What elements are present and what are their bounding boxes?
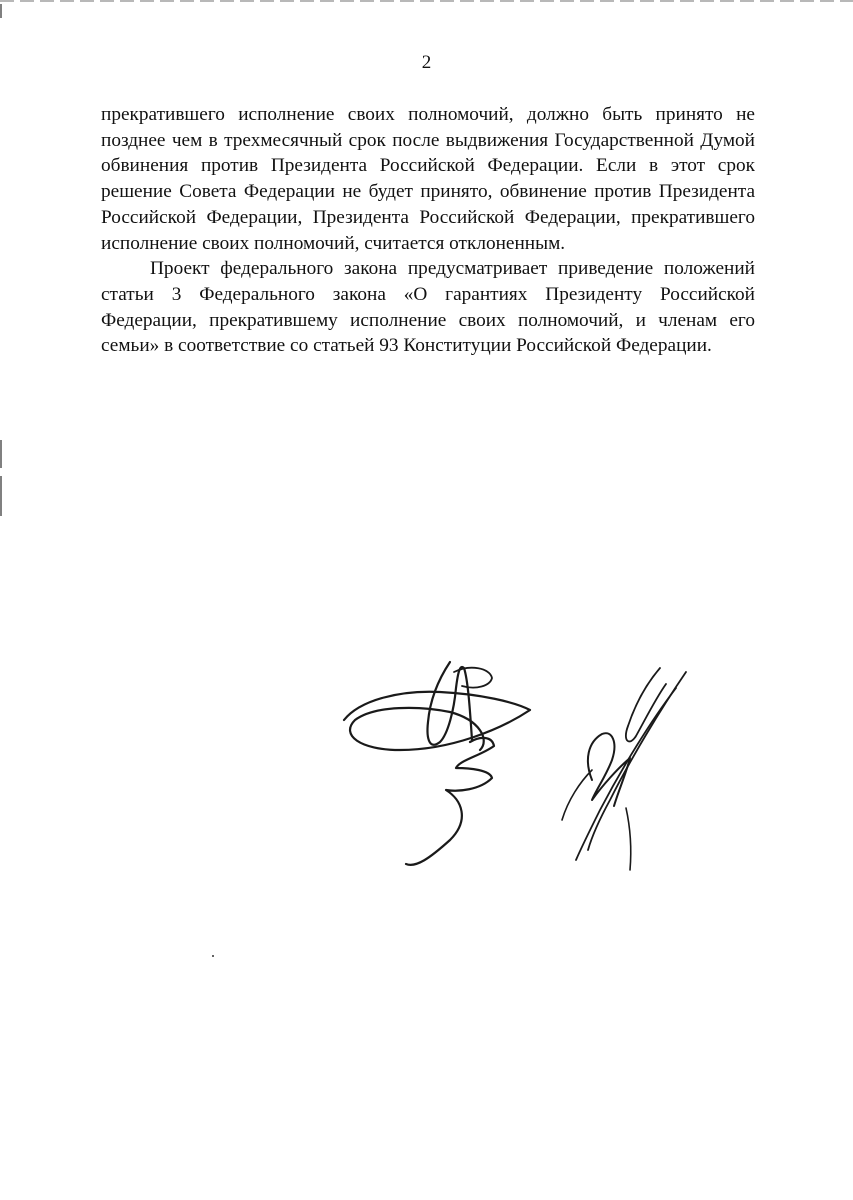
- signature-right: [588, 672, 686, 850]
- scan-edge-mark: [0, 440, 2, 468]
- signature-right: [562, 770, 592, 820]
- scan-speck: [212, 955, 214, 957]
- page-number: 2: [421, 52, 432, 73]
- signature-left: [428, 662, 473, 745]
- signature-left: [406, 738, 494, 865]
- scan-edge-mark: [0, 476, 2, 516]
- signature-right: [626, 808, 631, 870]
- scan-edge-mark: [0, 4, 2, 18]
- signature-left: [344, 692, 530, 750]
- paragraph-continuation: прекратившего исполнение своих полномочий, должно быть принято не позднее чем в трехмесячный срок после выдвижения Государственной Думой обвинения против Президента Российской Федерации. Если в этот срок решение Совета Федерации не будет принято, обвинение против Президента Российской Федерации, Президента Российской Федерации, прекратившего исполнение своих полномочий, считается отклоненным.: [101, 104, 755, 254]
- signature-drawing: [330, 650, 730, 890]
- document-body: [101, 102, 755, 359]
- scan-top-edge: [0, 0, 853, 2]
- signatures: [330, 650, 730, 890]
- paragraph-bill-purpose: Проект федерального закона предусматривает приведение положений статьи 3 Федерального закона «О гарантиях Президенту Российской Федерации, прекратившему исполнение своих полномочий, и членам его семьи» в соответствие со статьей 93 Конституции Российской Федерации.: [101, 258, 755, 357]
